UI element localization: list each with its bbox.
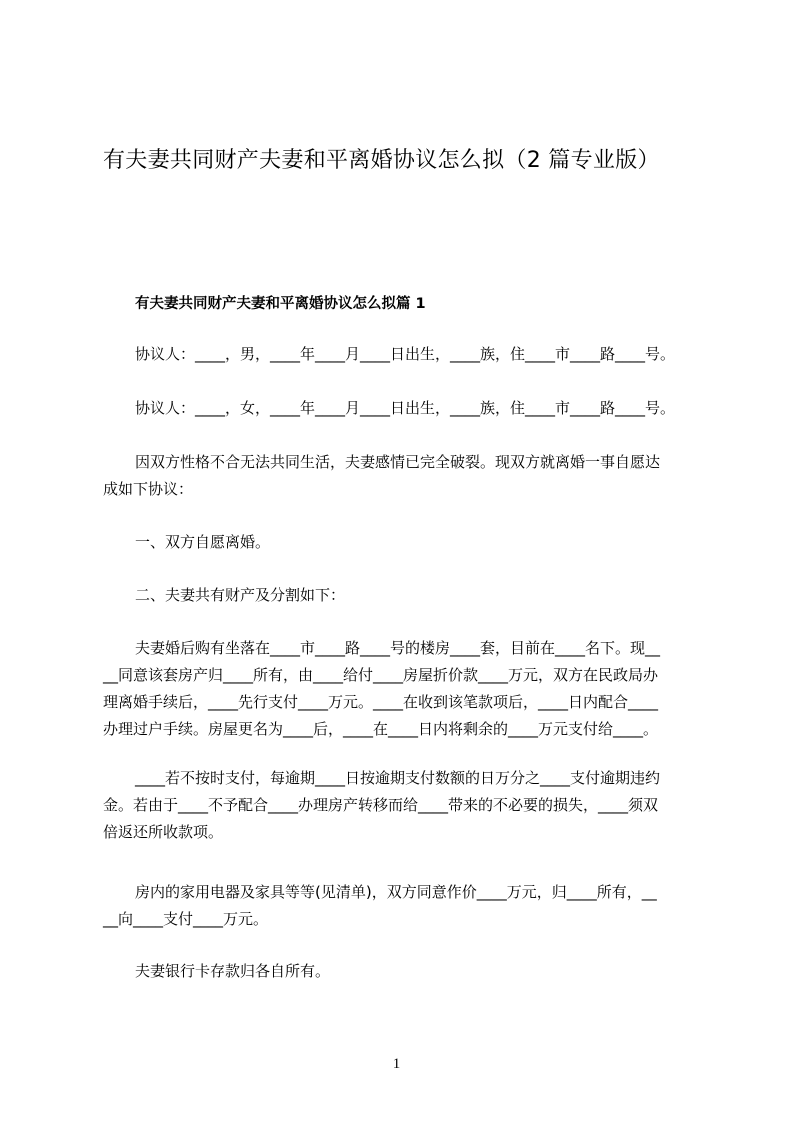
paragraph-line-first: 二、夫妻共有财产及分割如下： <box>135 586 346 604</box>
paragraph-line-first: ____若不按时支付，每逾期____日按逾期支付数额的日万分之____支付逾期违约 <box>135 769 661 787</box>
paragraph-line: 成如下协议： <box>103 480 194 498</box>
page-number: 1 <box>392 1056 401 1072</box>
paragraph-line-first: 因双方性格不合无法共同生活，夫妻感情已完全破裂。现双方就离婚一事自愿达 <box>135 453 661 471</box>
document-title: 有夫妻共同财产夫妻和平离婚协议怎么拟（2 篇专业版） <box>103 148 660 173</box>
paragraph-line-first: 协议人：____，男，____年____月____日出生，____族，住____市____路____号。 <box>135 345 676 363</box>
paragraph-line: 倍返还所收款项。 <box>103 823 224 841</box>
paragraph-line: 办理过户手续。房屋更名为____后，____在____日内将剩余的____万元支付给____。 <box>103 720 659 738</box>
paragraph-line: __同意该套房产归____所有，由____给付____房屋折价款____万元，双方在民政局办 <box>103 666 659 684</box>
paragraph-line-first: 一、双方自愿离婚。 <box>135 533 271 551</box>
paragraph-line-first: 夫妻银行卡存款归各自所有。 <box>135 962 331 980</box>
paragraph-line-first: 夫妻婚后购有坐落在____市____路____号的楼房____套，目前在____名下。现__ <box>135 639 661 657</box>
paragraph-line: 理离婚手续后，____先行支付____万元。____在收到该笔款项后，____日内配合____ <box>103 693 659 711</box>
paragraph-line: __向____支付____万元。 <box>103 910 269 928</box>
paragraph-line-first: 协议人：____，女，____年____月____日出生，____族，住____市____路____号。 <box>135 399 676 417</box>
paragraph-line: 金。若由于____不予配合____办理房产转移而给____带来的不必要的损失，____须双 <box>103 796 659 814</box>
section-heading: 有夫妻共同财产夫妻和平离婚协议怎么拟篇 1 <box>135 296 426 312</box>
paragraph-line-first: 房内的家用电器及家具等等(见清单)，双方同意作价____万元，归____所有，__ <box>135 883 657 901</box>
